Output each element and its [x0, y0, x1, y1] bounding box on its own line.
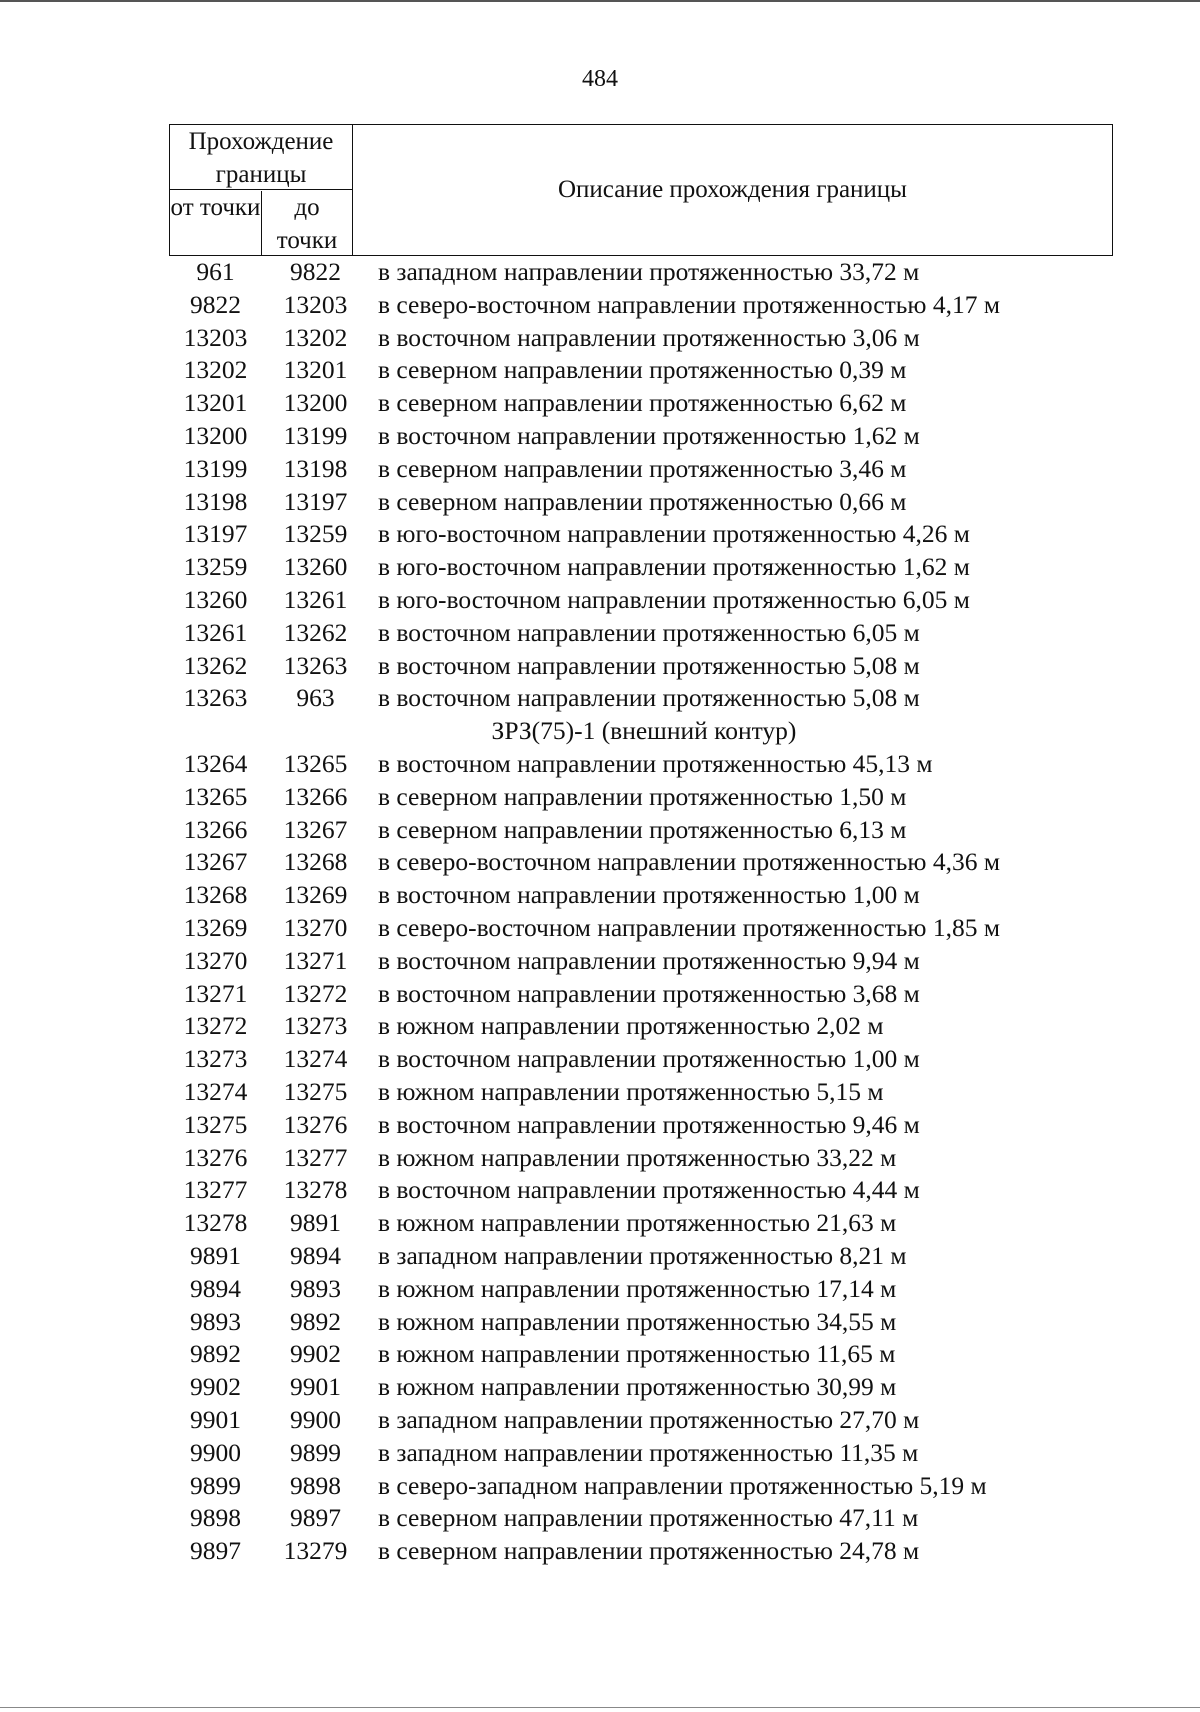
section-subheading [0, 714, 1200, 747]
header-passage: Прохождение границы [188, 128, 334, 188]
table-row [0, 845, 1200, 878]
boundary-description: в северо-западном направлении протяженностью 5,19 м [378, 1470, 987, 1500]
to-point: 13261 [283, 585, 348, 614]
to-point: 13277 [283, 1142, 348, 1172]
table-row [0, 386, 1200, 419]
boundary-description: в северном направлении протяженностью 6,62 м [378, 388, 907, 418]
table-row [0, 452, 1200, 485]
table-row [0, 1403, 1200, 1436]
table-row [0, 1206, 1200, 1239]
from-point: 9822 [190, 289, 241, 319]
to-point: 13278 [283, 1175, 348, 1205]
to-point: 13197 [283, 486, 348, 516]
table-row [0, 1501, 1200, 1534]
table-row [0, 1141, 1200, 1174]
to-point: 13265 [283, 749, 348, 778]
to-point: 13200 [283, 388, 348, 418]
boundary-description: в северо-восточном направлении протяженностью 4,17 м [378, 289, 1000, 319]
from-point: 9897 [190, 1536, 241, 1566]
table-row [0, 616, 1200, 649]
from-point: 9899 [190, 1470, 241, 1500]
to-point: 13267 [283, 814, 348, 844]
to-point: 13260 [283, 552, 348, 582]
to-point: 9901 [290, 1372, 341, 1402]
from-point: 13269 [183, 913, 248, 942]
to-point: 13273 [283, 1011, 348, 1041]
to-point: 9902 [290, 1339, 341, 1369]
from-point: 9901 [190, 1405, 241, 1434]
to-point: 9898 [290, 1470, 341, 1500]
table-row [0, 911, 1200, 944]
to-point: 13259 [283, 519, 348, 549]
boundary-description: в западном направлении протяженностью 8,21 м [378, 1241, 907, 1270]
to-point: 13201 [283, 355, 348, 385]
to-point: 9891 [290, 1208, 341, 1238]
from-point: 13278 [183, 1208, 248, 1238]
boundary-description: в западном направлении протяженностью 33,72 м [378, 257, 920, 286]
table-row [0, 353, 1200, 386]
from-point: 9902 [190, 1372, 241, 1402]
from-point: 9891 [190, 1241, 241, 1270]
to-point: 13276 [283, 1109, 348, 1139]
boundary-description: в северном направлении протяженностью 6,13 м [378, 814, 907, 844]
to-point: 9822 [290, 257, 341, 286]
from-point: 961 [196, 257, 235, 286]
to-point: 13270 [283, 913, 348, 942]
boundary-description: в юго-восточном направлении протяженностью 1,62 м [378, 552, 970, 582]
boundary-description: в южном направлении протяженностью 2,02 м [378, 1011, 884, 1041]
boundary-description: в северном направлении протяженностью 3,46 м [378, 453, 907, 483]
table-row [0, 517, 1200, 550]
table-row [0, 485, 1200, 518]
from-point: 13263 [183, 683, 248, 713]
boundary-description: в восточном направлении протяженностью 4,44 м [378, 1175, 920, 1205]
to-point: 9893 [290, 1273, 341, 1303]
table-row [0, 1469, 1200, 1502]
from-point: 13203 [183, 322, 248, 352]
boundary-description: в северо-восточном направлении протяженностью 4,36 м [378, 847, 1000, 877]
table-row [0, 255, 1200, 288]
boundary-description: в южном направлении протяженностью 21,63 м [378, 1208, 897, 1238]
table-row [0, 550, 1200, 583]
from-point: 13274 [183, 1077, 248, 1106]
to-point: 13272 [283, 978, 348, 1008]
subheading-text: ЗРЗ(75)-1 (внешний контур) [491, 716, 797, 746]
boundary-description: в западном направлении протяженностью 27,70 м [378, 1405, 920, 1434]
boundary-description: в северном направлении протяженностью 24,78 м [378, 1536, 920, 1566]
to-point: 13275 [283, 1077, 348, 1106]
from-point: 13270 [183, 945, 248, 975]
table-row [0, 1436, 1200, 1469]
from-point: 13264 [183, 749, 248, 778]
table-row [0, 747, 1200, 780]
from-point: 9892 [190, 1339, 241, 1369]
page-number: 484 [582, 66, 618, 92]
boundary-description: в южном направлении протяженностью 34,55 м [378, 1306, 897, 1336]
boundary-description: в восточном направлении протяженностью 3,68 м [378, 978, 920, 1008]
boundary-description: в восточном направлении протяженностью 1,62 м [378, 421, 920, 450]
from-point: 13268 [183, 880, 248, 910]
table-row [0, 1272, 1200, 1305]
page-edge-top [0, 0, 1200, 2]
header-divider-main [352, 125, 353, 255]
boundary-description: в южном направлении протяженностью 33,22 м [378, 1142, 897, 1172]
to-point: 13266 [283, 781, 348, 811]
boundary-description: в восточном направлении протяженностью 5,08 м [378, 650, 920, 680]
to-point: 13271 [283, 945, 348, 975]
table-row [0, 1239, 1200, 1272]
table-row [0, 649, 1200, 682]
boundary-description: в южном направлении протяженностью 11,65 м [378, 1339, 896, 1369]
from-point: 9894 [190, 1273, 241, 1303]
from-point: 13198 [183, 486, 248, 516]
to-point: 9894 [290, 1241, 341, 1270]
table-row [0, 780, 1200, 813]
from-point: 13202 [183, 355, 248, 385]
from-point: 13277 [183, 1175, 248, 1205]
boundary-description: в восточном направлении протяженностью 5,08 м [378, 683, 920, 713]
boundary-description: в южном направлении протяженностью 17,14 м [378, 1273, 897, 1303]
table-row [0, 813, 1200, 846]
from-point: 13200 [183, 421, 248, 450]
from-point: 13273 [183, 1044, 248, 1074]
to-point: 13263 [283, 650, 348, 680]
boundary-description: в западном направлении протяженностью 11,35 м [378, 1437, 919, 1467]
boundary-description: в восточном направлении протяженностью 9,46 м [378, 1109, 920, 1139]
boundary-description: в юго-восточном направлении протяженностью 6,05 м [378, 585, 970, 614]
boundary-description: в северном направлении протяженностью 1,50 м [378, 781, 907, 811]
table-row [0, 321, 1200, 354]
table-row [0, 1042, 1200, 1075]
to-point: 13198 [283, 453, 348, 483]
table-row [0, 1108, 1200, 1141]
from-point: 13267 [183, 847, 248, 877]
to-point: 13268 [283, 847, 348, 877]
to-point: 13199 [283, 421, 348, 450]
table-row [0, 1370, 1200, 1403]
boundary-description: в восточном направлении протяженностью 1,00 м [378, 1044, 920, 1074]
header-description: Описание прохождения границы [558, 176, 907, 203]
from-point: 9893 [190, 1306, 241, 1336]
boundary-description: в восточном направлении протяженностью 1,00 м [378, 880, 920, 910]
to-point: 9899 [290, 1437, 341, 1467]
table-header [169, 124, 1113, 256]
from-point: 13276 [183, 1142, 248, 1172]
header-to: до точки [276, 194, 338, 254]
table-row [0, 1337, 1200, 1370]
table-row [0, 1075, 1200, 1108]
from-point: 13271 [183, 978, 248, 1008]
from-point: 13265 [183, 781, 248, 811]
from-point: 13197 [183, 519, 248, 549]
table-row [0, 1305, 1200, 1338]
table-row [0, 681, 1200, 714]
table-row [0, 288, 1200, 321]
to-point: 9897 [290, 1503, 341, 1533]
to-point: 9900 [290, 1405, 341, 1434]
from-point: 13259 [183, 552, 248, 582]
from-point: 13275 [183, 1109, 248, 1139]
to-point: 13274 [283, 1044, 348, 1074]
from-point: 13262 [183, 650, 248, 680]
table-row [0, 977, 1200, 1010]
boundary-description: в северном направлении протяженностью 47,11 м [378, 1503, 919, 1533]
to-point: 13262 [283, 617, 348, 647]
table-row [0, 1534, 1200, 1567]
table-row [0, 878, 1200, 911]
from-point: 13266 [183, 814, 248, 844]
from-point: 13201 [183, 388, 248, 418]
boundary-description: в юго-восточном направлении протяженностью 4,26 м [378, 519, 970, 549]
boundary-description: в восточном направлении протяженностью 9,94 м [378, 945, 920, 975]
to-point: 13202 [283, 322, 348, 352]
boundary-description: в северо-восточном направлении протяженностью 1,85 м [378, 913, 1000, 942]
to-point: 963 [296, 683, 335, 713]
boundary-description: в южном направлении протяженностью 5,15 м [378, 1077, 884, 1106]
from-point: 13260 [183, 585, 248, 614]
boundary-description: в восточном направлении протяженностью 6,05 м [378, 617, 920, 647]
boundary-description: в южном направлении протяженностью 30,99 м [378, 1372, 897, 1402]
table-row [0, 1009, 1200, 1042]
to-point: 13269 [283, 880, 348, 910]
from-point: 9900 [190, 1437, 241, 1467]
page-edge-bottom [0, 1707, 1200, 1708]
boundary-description: в восточном направлении протяженностью 3,06 м [378, 322, 920, 352]
from-point: 13272 [183, 1011, 248, 1041]
boundary-description: в северном направлении протяженностью 0,66 м [378, 486, 907, 516]
from-point: 9898 [190, 1503, 241, 1533]
from-point: 13261 [183, 617, 248, 647]
table-row [0, 1173, 1200, 1206]
header-from: от точки [170, 194, 261, 221]
from-point: 13199 [183, 453, 248, 483]
boundary-description: в восточном направлении протяженностью 45,13 м [378, 749, 933, 778]
table-row [0, 583, 1200, 616]
to-point: 13279 [283, 1536, 348, 1566]
boundary-description: в северном направлении протяженностью 0,39 м [378, 355, 907, 385]
to-point: 13203 [283, 289, 348, 319]
table-row [0, 944, 1200, 977]
to-point: 9892 [290, 1306, 341, 1336]
table-row [0, 419, 1200, 452]
